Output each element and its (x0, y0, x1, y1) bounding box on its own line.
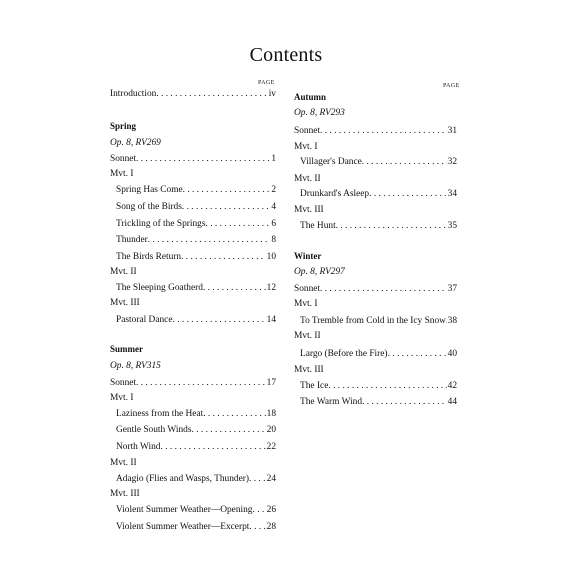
movement-heading (110, 487, 276, 501)
toc-entry-title: Gentle South Winds (116, 425, 192, 435)
toc-entry (294, 379, 457, 393)
toc-entry (294, 187, 457, 201)
movement-heading (110, 456, 276, 470)
movement-heading (294, 172, 457, 186)
toc-entry-title: The Birds Return (116, 252, 182, 262)
dot-leader (336, 219, 447, 233)
toc-entry-title: Villager's Dance (300, 157, 362, 167)
toc-entry (294, 314, 457, 328)
dot-leader (161, 440, 266, 454)
season-heading (110, 119, 276, 133)
dot-leader (320, 282, 447, 296)
toc-entry-page-number: iv (268, 89, 276, 99)
page-column-header-right: PAGE (443, 83, 460, 89)
toc-entry (110, 233, 276, 247)
movement-heading-text: Mvt. II (294, 174, 321, 184)
movement-heading-text: Mvt. II (110, 267, 137, 277)
toc-entry-title: Sonnet (110, 378, 137, 388)
toc-entry (110, 472, 276, 486)
dot-leader (253, 503, 266, 517)
toc-entry-title: To Tremble from Cold in the Icy Snow (300, 316, 446, 326)
toc-entry (294, 219, 457, 233)
movement-heading (294, 203, 457, 217)
dot-leader (156, 87, 267, 101)
toc-entry-page-number: 35 (447, 221, 457, 231)
movement-heading (110, 265, 276, 279)
dot-leader (192, 423, 266, 437)
opus-label (294, 106, 457, 120)
toc-entry-title: Sonnet (294, 284, 321, 294)
toc-entry-title: Violent Summer Weather—Opening (116, 505, 253, 515)
page-column-header-left: PAGE (258, 80, 275, 86)
toc-entry (110, 152, 276, 166)
toc-entry-page-number: 31 (447, 126, 457, 136)
dot-leader (328, 379, 446, 393)
toc-entry-title: Laziness from the Heat (116, 409, 204, 419)
dot-leader (181, 250, 266, 264)
toc-entry-page-number: 38 (447, 316, 457, 326)
toc-entry-title: The Sleeping Goatherd (116, 283, 203, 293)
toc-entry-page-number: 6 (271, 219, 276, 229)
movement-heading (110, 167, 276, 181)
toc-entry-title: Adagio (Flies and Wasps, Thunder) (116, 474, 249, 484)
dot-leader (136, 152, 270, 166)
movement-heading-text: Mvt. III (294, 365, 324, 375)
toc-entry-page-number: 26 (266, 505, 276, 515)
dot-leader (362, 155, 447, 169)
season-heading-text: Summer (110, 344, 143, 354)
movement-heading-text: Mvt. II (110, 458, 137, 468)
movement-heading-text: Mvt. III (110, 489, 140, 499)
dot-leader (173, 313, 266, 327)
toc-entry-title: The Ice (300, 381, 329, 391)
toc-entry-title: Song of the Birds (116, 202, 182, 212)
dot-leader (136, 376, 266, 390)
dot-leader (388, 347, 447, 361)
toc-entry-page-number: 4 (271, 202, 276, 212)
movement-heading (294, 140, 457, 154)
toc-entry-page-number: 8 (271, 235, 276, 245)
dot-leader (206, 217, 271, 231)
movement-heading-text: Mvt. I (294, 299, 318, 309)
toc-entry (110, 376, 276, 390)
toc-entry (294, 282, 457, 296)
toc-entry (110, 407, 276, 421)
movement-heading (110, 296, 276, 310)
toc-entry-page-number: 17 (266, 378, 276, 388)
toc-entry-title: Pastoral Dance (116, 315, 173, 325)
toc-entry-title: Largo (Before the Fire) (300, 349, 388, 359)
toc-entry (294, 155, 457, 169)
toc-entry-page-number: 28 (266, 522, 276, 532)
dot-leader (183, 183, 271, 197)
toc-entry-title: The Hunt (300, 221, 336, 231)
toc-entry-page-number: 20 (266, 425, 276, 435)
dot-leader (362, 395, 447, 409)
toc-entry-title: Introduction (110, 89, 157, 99)
toc-entry (110, 313, 276, 327)
toc-entry-title: Spring Has Come (116, 185, 183, 195)
toc-entry-page-number: 22 (266, 442, 276, 452)
opus-label-text: Op. 8, RV297 (294, 267, 345, 277)
toc-entry-page-number: 32 (447, 157, 457, 167)
dot-leader (148, 233, 271, 247)
toc-entry (110, 503, 276, 517)
toc-entry-page-number: 44 (447, 397, 457, 407)
season-heading (110, 342, 276, 356)
movement-heading-text: Mvt. I (294, 142, 318, 152)
movement-heading (110, 391, 276, 405)
movement-heading-text: Mvt. I (110, 169, 134, 179)
dot-leader (203, 281, 266, 295)
toc-entry-page-number: 1 (271, 154, 276, 164)
opus-label (294, 265, 457, 279)
opus-label (110, 136, 276, 150)
opus-label (110, 359, 276, 373)
toc-entry (110, 217, 276, 231)
movement-heading-text: Mvt. III (110, 298, 140, 308)
toc-entry-title: Thunder (116, 235, 148, 245)
dot-leader (369, 187, 447, 201)
toc-entry (294, 124, 457, 138)
toc-entry-page-number: 34 (447, 189, 457, 199)
season-heading (294, 90, 457, 104)
movement-heading-text: Mvt. III (294, 205, 324, 215)
toc-entry (110, 423, 276, 437)
toc-entry-title: Violent Summer Weather—Excerpt (116, 522, 250, 532)
toc-entry (110, 200, 276, 214)
toc-entry-page-number: 24 (266, 474, 276, 484)
movement-heading (294, 329, 457, 343)
toc-entry (110, 87, 276, 101)
toc-entry-title: Trickling of the Springs (116, 219, 206, 229)
toc-entry-title: Sonnet (110, 154, 137, 164)
season-heading-text: Spring (110, 121, 137, 131)
toc-entry (110, 520, 276, 534)
toc-entry-page-number: 37 (447, 284, 457, 294)
toc-entry (294, 347, 457, 361)
toc-entry-page-number: 42 (447, 381, 457, 391)
dot-leader (249, 472, 266, 486)
toc-entry (110, 281, 276, 295)
season-heading-text: Winter (294, 251, 322, 261)
dot-leader (182, 200, 270, 214)
season-heading-text: Autumn (294, 92, 327, 102)
toc-entry (110, 183, 276, 197)
toc-entry-page-number: 40 (447, 349, 457, 359)
toc-entry-page-number: 12 (266, 283, 276, 293)
season-heading (294, 249, 457, 263)
movement-heading-text: Mvt. I (110, 393, 134, 403)
movement-heading (294, 363, 457, 377)
toc-entry-page-number: 2 (271, 185, 276, 195)
toc-entry-page-number: 10 (266, 252, 276, 262)
toc-entry (110, 440, 276, 454)
toc-entry (294, 395, 457, 409)
movement-heading (294, 297, 457, 311)
dot-leader (249, 520, 265, 534)
toc-entry-title: Sonnet (294, 126, 321, 136)
opus-label-text: Op. 8, RV315 (110, 361, 161, 371)
opus-label-text: Op. 8, RV293 (294, 108, 345, 118)
toc-entry-title: Drunkard's Asleep (300, 189, 370, 199)
toc-entry (110, 250, 276, 264)
opus-label-text: Op. 8, RV269 (110, 138, 161, 148)
toc-entry-title: The Warm Wind (300, 397, 363, 407)
dot-leader (320, 124, 447, 138)
movement-heading-text: Mvt. II (294, 331, 321, 341)
toc-entry-title: North Wind (116, 442, 161, 452)
page-title: Contents (249, 44, 323, 66)
toc-entry-page-number: 18 (266, 409, 276, 419)
dot-leader (203, 407, 265, 421)
toc-entry-page-number: 14 (266, 315, 276, 325)
